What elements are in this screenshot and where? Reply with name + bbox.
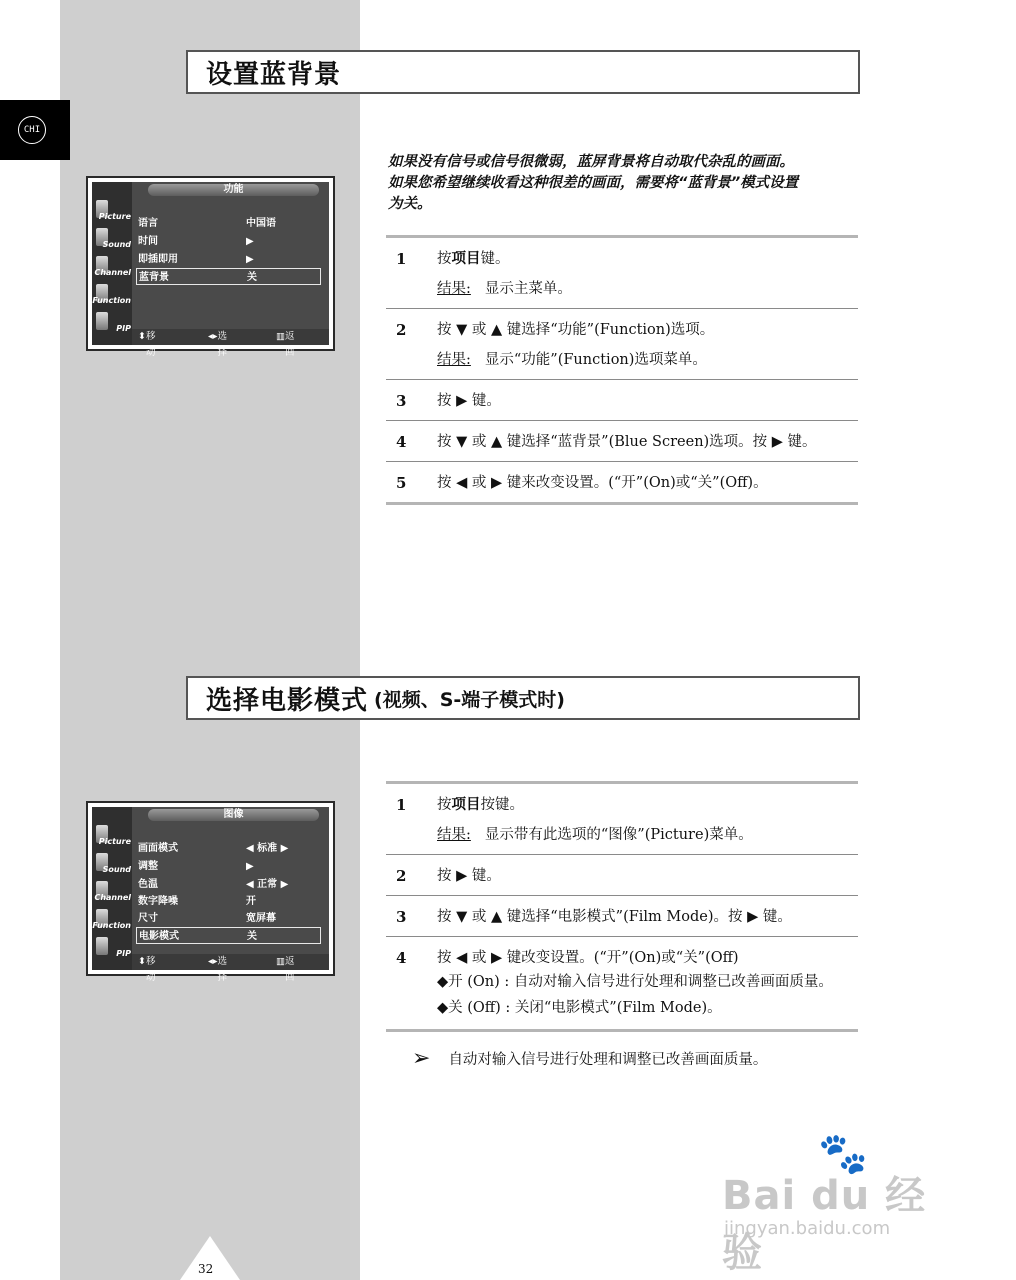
tv-menu-function: [86, 176, 335, 358]
menu-header: 图像: [148, 809, 319, 821]
menu-row: 色温 ◀ 正常 ▶: [138, 879, 289, 890]
menu-row: 数字降噪 开: [138, 896, 256, 907]
paw-icon: 🐾: [818, 1131, 868, 1177]
back-hint: ▥ 返回: [276, 956, 295, 983]
step-item: 5 按 ◀ 或 ▶ 键来改变设置。(“开”(On)或“关”(Off)。: [396, 474, 768, 492]
function-icon: Function: [94, 282, 132, 308]
menu-row-selected: 蓝背景 关: [136, 268, 321, 285]
language-tab-label: CHI: [18, 116, 46, 144]
picture-icon: Picture: [94, 823, 132, 849]
page-number: 32: [198, 1262, 214, 1276]
step-item: 3 按 ▼ 或 ▲ 键选择“电影模式”(Film Mode)。按 ▶ 键。: [386, 896, 858, 937]
menu-row: 调整 ▶: [138, 861, 254, 872]
steps-list-1: [386, 235, 858, 505]
steps-list-2: [386, 781, 858, 1032]
step-item: 2 按 ▼ 或 ▲ 键选择“功能”(Function)选项。 结果: 显示“功能”(Function)选项菜单。: [386, 309, 858, 380]
menu-footer: [132, 329, 329, 358]
menu-row: 即插即用 ▶: [138, 254, 254, 265]
menu-footer: [132, 954, 329, 983]
section-title-film-mode: 选择电影模式 (视频、S-端子模式时): [186, 676, 860, 720]
section-title-blue-screen: 设置蓝背景: [186, 50, 860, 94]
move-hint: ⬍ 移动: [138, 956, 156, 983]
menu-row: 画面模式 ◀ 标准 ▶: [138, 843, 289, 854]
step-item: 1 按项目键。 结果: 显示主菜单。: [386, 238, 858, 309]
menu-header: 功能: [148, 184, 319, 196]
channel-icon: Channel: [94, 879, 132, 905]
pip-icon: PIP: [94, 935, 132, 961]
select-hint: ◂▸ 选择: [208, 956, 228, 983]
menu-row: 语言 中国语: [138, 218, 276, 229]
select-hint: ◂▸ 选择: [208, 331, 228, 358]
menu-row: 时间 ▶: [138, 236, 254, 247]
function-icon: Function: [94, 907, 132, 933]
watermark: 🐾 Bai du 经验 jingyan.baidu.com: [722, 1131, 927, 1276]
sound-icon: Sound: [94, 226, 132, 252]
step-item: 3 按 ▶ 键。: [386, 380, 858, 421]
step-item: 4 按 ▼ 或 ▲ 键选择“蓝背景”(Blue Screen)选项。按 ▶ 键。: [386, 421, 858, 462]
arrow-icon: ➢: [412, 1046, 431, 1071]
sound-icon: Sound: [94, 851, 132, 877]
step-item: 1 按项目按键。 结果: 显示带有此选项的“图像”(Picture)菜单。: [386, 784, 858, 855]
note: ➢ 自动对输入信号进行处理和调整已改善画面质量。: [412, 1046, 768, 1071]
step-item: 2 按 ▶ 键。: [386, 855, 858, 896]
move-hint: ⬍ 移动: [138, 331, 156, 358]
step-item: 4 按 ◀ 或 ▶ 键改变设置。(“开”(On)或“关”(Off) ◆开 (On) : 自动对输入信号进行处理和调整已改善画面质量。 ◆关 (Off) : 关闭“电影模式”(Film Mode)。: [396, 949, 833, 1016]
back-hint: ▥ 返回: [276, 331, 295, 358]
menu-tab-bar: [92, 807, 132, 970]
picture-icon: Picture: [94, 198, 132, 224]
menu-row: 尺寸 宽屏幕: [138, 913, 276, 924]
pip-icon: PIP: [94, 310, 132, 336]
tv-menu-picture: [86, 801, 335, 983]
menu-row-selected: 电影模式 关: [136, 927, 321, 944]
channel-icon: Channel: [94, 254, 132, 280]
menu-tab-bar: [92, 182, 132, 345]
intro-text: 如果没有信号或信号很微弱，蓝屏背景将自动取代杂乱的画面。 如果您希望继续收看这种很差的画面，需要将“蓝背景”模式设置 为关。: [388, 154, 799, 212]
